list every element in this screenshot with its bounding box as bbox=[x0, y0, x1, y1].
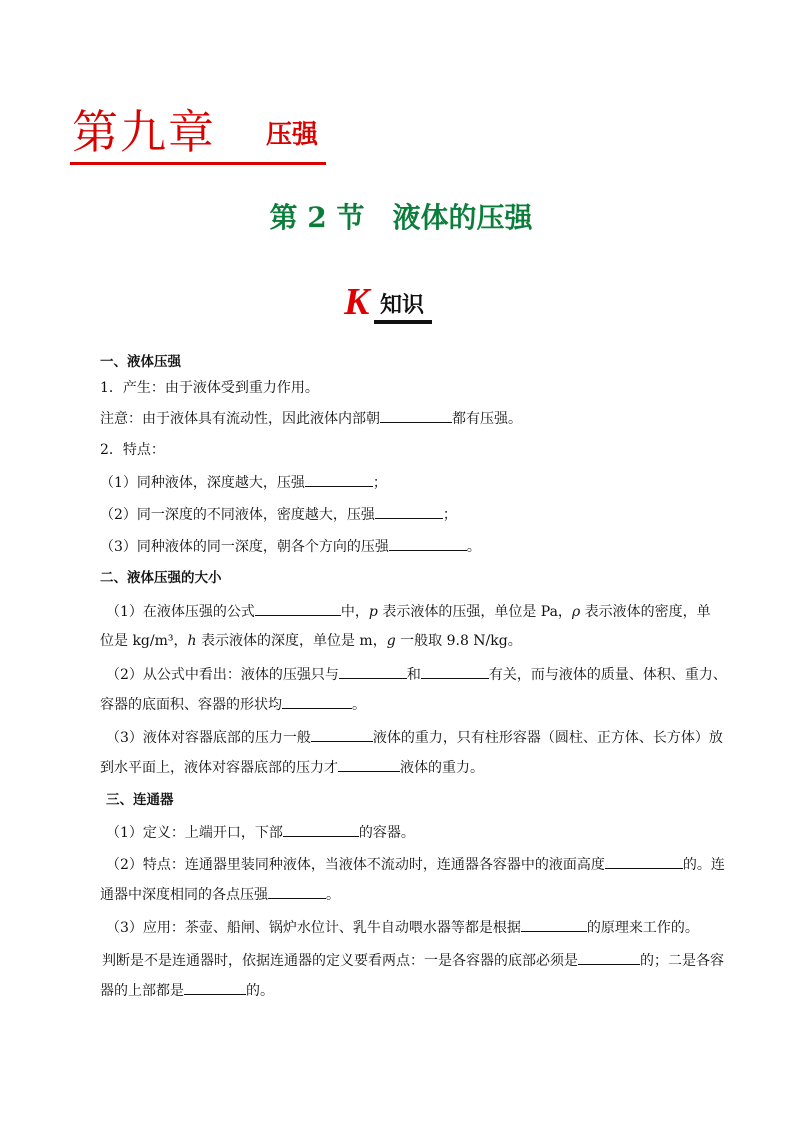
fill-blank[interactable] bbox=[255, 601, 341, 616]
knowledge-badge bbox=[344, 281, 440, 326]
line-feature-1: （1）同种液体，深度越大，压强 ； bbox=[100, 472, 725, 493]
chapter-number: 第九章 bbox=[72, 105, 216, 159]
fill-blank[interactable] bbox=[184, 980, 246, 995]
line-judge: 判断是不是连通器时，依据连通器的定义要看两点：一是各容器的底部必须是 的；二是各容 bbox=[102, 950, 727, 971]
fill-blank[interactable] bbox=[380, 408, 452, 423]
line-judge-cont: 器的上部都是 的。 bbox=[100, 980, 725, 1001]
line-formula: （1）在液体压强的公式 中，p 表示液体的压强，单位是 Pa，ρ 表示液体的密度，单 bbox=[106, 601, 731, 622]
line-formula-cont: 位是 kg/m³，h 表示液体的深度，单位是 m，g 一般取 9.8 N/kg。 bbox=[100, 633, 522, 649]
line-depends: （2）从公式中看出：液体的压强只与 和 有关，而与液体的质量、体积、重力、 bbox=[106, 664, 731, 685]
chapter-heading bbox=[70, 104, 326, 165]
line-depends-cont: 容器的底面积、容器的形状均 。 bbox=[100, 694, 725, 715]
line-force-cont: 到水平面上，液体对容器底部的压力才 液体的重力。 bbox=[100, 757, 725, 778]
line-feature-2: （2）同一深度的不同液体，密度越大，压强 ； bbox=[100, 504, 725, 525]
knowledge-letter: K bbox=[344, 281, 370, 323]
fill-blank[interactable] bbox=[338, 757, 400, 772]
knowledge-label: 知识 bbox=[380, 292, 425, 318]
fill-blank[interactable] bbox=[389, 536, 467, 551]
fill-blank[interactable] bbox=[305, 472, 373, 487]
fill-blank[interactable] bbox=[282, 694, 352, 709]
line-definition: （1）定义：上端开口，下部 的容器。 bbox=[106, 822, 731, 843]
line-application: （3）应用：茶壶、船闸、锅炉水位计、乳牛自动喂水器等都是根据 的原理来工作的。 bbox=[106, 917, 731, 938]
fill-blank[interactable] bbox=[521, 917, 587, 932]
line-characteristic-cont: 通器中深度相同的各点压强 。 bbox=[100, 884, 725, 905]
fill-blank[interactable] bbox=[283, 822, 359, 837]
fill-blank[interactable] bbox=[339, 664, 407, 679]
fill-blank[interactable] bbox=[421, 664, 489, 679]
fill-blank[interactable] bbox=[311, 727, 373, 742]
fill-blank[interactable] bbox=[605, 854, 683, 869]
line-characteristic: （2）特点：连通器里装同种液体，当液体不流动时，连通器各容器中的液面高度 的。连 bbox=[106, 854, 731, 875]
knowledge-underline bbox=[374, 320, 432, 324]
line-features: 2．特点： bbox=[100, 442, 165, 458]
line-force: （3）液体对容器底部的压力一般 液体的重力，只有柱形容器（圆柱、正方体、长方体）放 bbox=[106, 727, 731, 748]
heading-pressure-size: 二、液体压强的大小 bbox=[100, 570, 222, 586]
line-origin: 1．产生：由于液体受到重力作用。 bbox=[100, 380, 319, 396]
section-title: 第 2 节 液体的压强 bbox=[269, 201, 533, 234]
fill-blank[interactable] bbox=[375, 504, 443, 519]
line-note: 注意：由于液体具有流动性，因此液体内部朝 都有压强。 bbox=[100, 408, 725, 429]
heading-liquid-pressure: 一、液体压强 bbox=[100, 354, 181, 370]
chapter-subtitle: 压强 bbox=[266, 120, 319, 150]
fill-blank[interactable] bbox=[268, 884, 326, 899]
line-feature-3: （3）同种液体的同一深度，朝各个方向的压强 。 bbox=[100, 536, 725, 557]
fill-blank[interactable] bbox=[578, 950, 640, 965]
heading-connector: 三、连通器 bbox=[106, 792, 174, 808]
